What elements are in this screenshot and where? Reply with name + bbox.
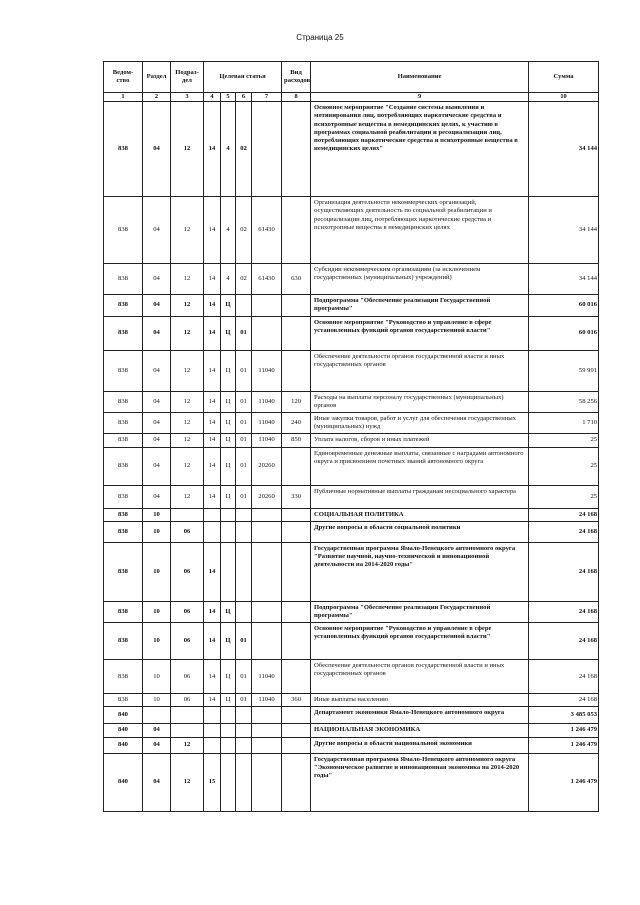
column-number-5: 5 <box>221 93 236 102</box>
celevaya-1-cell: 14 <box>204 623 221 660</box>
celevaya-3-cell: 02 <box>236 197 252 264</box>
celevaya-1-cell: 14 <box>204 434 221 447</box>
name-cell: Основное мероприятие "Руководство и управление в сфере установленных функций органов государственной власти" <box>311 623 529 660</box>
vedomstvo-cell: 838 <box>104 660 143 694</box>
sum-cell: 24 168 <box>529 542 599 601</box>
podrazdel-cell: 12 <box>171 102 204 197</box>
celevaya-1-cell <box>204 724 221 737</box>
table-row <box>104 102 599 197</box>
celevaya-4-cell <box>252 737 282 753</box>
vid-cell <box>282 197 311 264</box>
celevaya-1-cell: 14 <box>204 391 221 412</box>
vid-cell: 240 <box>282 413 311 434</box>
celevaya-4-cell: 11040 <box>252 350 282 391</box>
vid-cell: 630 <box>282 264 311 295</box>
vid-cell: 120 <box>282 391 311 412</box>
razdel-cell: 04 <box>143 485 171 508</box>
razdel-cell: 10 <box>143 508 171 521</box>
podrazdel-cell: 12 <box>171 434 204 447</box>
table-row <box>104 542 599 601</box>
name-cell: Основное мероприятие "Создание системы выявления и мотивирования лиц, потребляющих наркотические средства и психотропные вещества в немедицинских целях, к участию в программах социальной реабилитации и ресоциализации лиц, потребляющих наркотические средства и психотропные вещества в немедицинских целях" <box>311 102 529 197</box>
celevaya-2-cell: Ц <box>221 350 236 391</box>
celevaya-1-cell: 14 <box>204 694 221 707</box>
column-number-8: 8 <box>282 93 311 102</box>
celevaya-2-cell: Ц <box>221 316 236 350</box>
table-row <box>104 316 599 350</box>
celevaya-1-cell: 14 <box>204 197 221 264</box>
celevaya-1-cell: 14 <box>204 295 221 316</box>
vid-cell: 360 <box>282 694 311 707</box>
name-cell: Другие вопросы в области национальной экономики <box>311 737 529 753</box>
celevaya-2-cell <box>221 521 236 542</box>
celevaya-2-cell: Ц <box>221 413 236 434</box>
table-row <box>104 660 599 694</box>
celevaya-3-cell: 01 <box>236 485 252 508</box>
name-cell: Основное мероприятие "Руководство и управление в сфере установленных функций органов государственной власти" <box>311 316 529 350</box>
name-cell: Единовременные денежные выплаты, связанные с наградами автономного округа и присвоением почетных званий автономного округа <box>311 447 529 485</box>
celevaya-2-cell: 4 <box>221 102 236 197</box>
celevaya-2-cell: Ц <box>221 485 236 508</box>
celevaya-3-cell: 01 <box>236 623 252 660</box>
table-row <box>104 508 599 521</box>
vedomstvo-cell: 840 <box>104 724 143 737</box>
vid-cell <box>282 508 311 521</box>
podrazdel-cell: 12 <box>171 413 204 434</box>
table-row <box>104 623 599 660</box>
celevaya-3-cell: 01 <box>236 694 252 707</box>
vedomstvo-cell: 838 <box>104 391 143 412</box>
sum-cell: 24 168 <box>529 694 599 707</box>
razdel-cell: 10 <box>143 521 171 542</box>
celevaya-4-cell <box>252 295 282 316</box>
podrazdel-cell: 12 <box>171 753 204 811</box>
celevaya-1-cell <box>204 508 221 521</box>
celevaya-3-cell: 01 <box>236 434 252 447</box>
vid-cell <box>282 316 311 350</box>
vedomstvo-cell: 838 <box>104 102 143 197</box>
table-row <box>104 694 599 707</box>
celevaya-2-cell <box>221 707 236 724</box>
celevaya-1-cell: 14 <box>204 660 221 694</box>
podrazdel-cell: 12 <box>171 350 204 391</box>
sum-cell: 1 246 479 <box>529 737 599 753</box>
column-numbers-row <box>104 93 599 102</box>
celevaya-3-cell: 01 <box>236 316 252 350</box>
vid-cell: 330 <box>282 485 311 508</box>
vedomstvo-cell: 838 <box>104 295 143 316</box>
name-cell: Государственная программа Ямало-Ненецкого автономного округа "Экономическое развитие и инновационная экономика на 2014-2020 годы" <box>311 753 529 811</box>
vedomstvo-cell: 838 <box>104 542 143 601</box>
celevaya-3-cell: 01 <box>236 391 252 412</box>
name-cell: Уплата налогов, сборов и иных платежей <box>311 434 529 447</box>
celevaya-2-cell: Ц <box>221 295 236 316</box>
vedomstvo-cell: 838 <box>104 264 143 295</box>
col-celevaya-header: Целевая статья <box>204 62 282 93</box>
sum-cell: 58 256 <box>529 391 599 412</box>
celevaya-2-cell: Ц <box>221 601 236 622</box>
table-row <box>104 295 599 316</box>
vid-cell <box>282 295 311 316</box>
sum-cell: 1 246 479 <box>529 724 599 737</box>
razdel-cell: 04 <box>143 264 171 295</box>
razdel-cell: 04 <box>143 197 171 264</box>
podrazdel-cell <box>171 508 204 521</box>
celevaya-1-cell: 14 <box>204 542 221 601</box>
celevaya-1-cell <box>204 707 221 724</box>
sum-cell: 25 <box>529 447 599 485</box>
razdel-cell: 10 <box>143 601 171 622</box>
celevaya-1-cell: 14 <box>204 102 221 197</box>
header-row <box>104 62 599 93</box>
razdel-cell: 04 <box>143 737 171 753</box>
table-row <box>104 197 599 264</box>
table-row <box>104 753 599 811</box>
podrazdel-cell: 12 <box>171 391 204 412</box>
sum-cell: 60 016 <box>529 295 599 316</box>
vedomstvo-cell: 838 <box>104 601 143 622</box>
vedomstvo-cell: 840 <box>104 753 143 811</box>
column-number-2: 2 <box>143 93 171 102</box>
table-row <box>104 391 599 412</box>
name-cell: Подпрограмма "Обеспечение реализации Государственной программы" <box>311 295 529 316</box>
celevaya-4-cell <box>252 102 282 197</box>
razdel-cell: 04 <box>143 753 171 811</box>
vid-cell <box>282 601 311 622</box>
celevaya-3-cell: 02 <box>236 264 252 295</box>
celevaya-4-cell: 11040 <box>252 660 282 694</box>
name-cell: Другие вопросы в области социальной политики <box>311 521 529 542</box>
name-cell: Иные выплаты населению <box>311 694 529 707</box>
sum-cell: 1 710 <box>529 413 599 434</box>
celevaya-4-cell: 11040 <box>252 413 282 434</box>
vedomstvo-cell: 838 <box>104 413 143 434</box>
podrazdel-cell: 12 <box>171 264 204 295</box>
celevaya-3-cell <box>236 521 252 542</box>
col-sum-header: Сумма <box>529 62 599 93</box>
celevaya-4-cell <box>252 707 282 724</box>
table-row <box>104 521 599 542</box>
celevaya-2-cell <box>221 737 236 753</box>
name-cell: Обеспечение деятельности органов государственной власти и иных государственных органов <box>311 350 529 391</box>
celevaya-4-cell: 61430 <box>252 264 282 295</box>
column-number-1: 1 <box>104 93 143 102</box>
sum-cell: 34 144 <box>529 197 599 264</box>
celevaya-1-cell: 15 <box>204 753 221 811</box>
podrazdel-cell: 06 <box>171 601 204 622</box>
celevaya-3-cell <box>236 737 252 753</box>
vid-cell <box>282 521 311 542</box>
celevaya-3-cell: 01 <box>236 660 252 694</box>
table-row <box>104 724 599 737</box>
vedomstvo-cell: 838 <box>104 350 143 391</box>
table-row <box>104 350 599 391</box>
vedomstvo-cell: 838 <box>104 197 143 264</box>
razdel-cell: 04 <box>143 102 171 197</box>
vid-cell <box>282 737 311 753</box>
name-cell: Субсидии некоммерческим организациям (за исключением государственных (муниципальных) учреждений) <box>311 264 529 295</box>
celevaya-2-cell: Ц <box>221 623 236 660</box>
celevaya-4-cell: 11040 <box>252 434 282 447</box>
celevaya-3-cell: 02 <box>236 102 252 197</box>
razdel-cell <box>143 707 171 724</box>
sum-cell: 24 168 <box>529 508 599 521</box>
celevaya-1-cell: 14 <box>204 264 221 295</box>
table-row <box>104 434 599 447</box>
celevaya-2-cell: 4 <box>221 264 236 295</box>
podrazdel-cell: 12 <box>171 197 204 264</box>
column-number-3: 3 <box>171 93 204 102</box>
table-row <box>104 707 599 724</box>
celevaya-3-cell <box>236 542 252 601</box>
podrazdel-cell: 06 <box>171 623 204 660</box>
vid-cell <box>282 707 311 724</box>
name-cell: Расходы на выплаты персоналу государственных (муниципальных) органов <box>311 391 529 412</box>
celevaya-1-cell: 14 <box>204 601 221 622</box>
razdel-cell: 04 <box>143 391 171 412</box>
table-row <box>104 264 599 295</box>
celevaya-4-cell <box>252 601 282 622</box>
celevaya-3-cell: 01 <box>236 413 252 434</box>
podrazdel-cell: 06 <box>171 521 204 542</box>
sum-cell: 3 485 053 <box>529 707 599 724</box>
sum-cell: 59 991 <box>529 350 599 391</box>
celevaya-2-cell: Ц <box>221 694 236 707</box>
podrazdel-cell: 06 <box>171 660 204 694</box>
name-cell: Организация деятельности некоммерческих организаций, осуществляющих деятельность по социальной реабилитации и ресоциализации лиц, потребляющих наркотические средства и психотропные вещества в немедицинских целях <box>311 197 529 264</box>
podrazdel-cell: 12 <box>171 447 204 485</box>
celevaya-1-cell: 14 <box>204 350 221 391</box>
podrazdel-cell: 12 <box>171 295 204 316</box>
column-number-4: 4 <box>204 93 221 102</box>
vid-cell <box>282 660 311 694</box>
column-number-9: 9 <box>311 93 529 102</box>
celevaya-4-cell: 20260 <box>252 485 282 508</box>
name-cell: Публичные нормативные выплаты гражданам несоциального характера <box>311 485 529 508</box>
name-cell: Подпрограмма "Обеспечение реализации Государственной программы" <box>311 601 529 622</box>
table-row <box>104 413 599 434</box>
celevaya-4-cell <box>252 623 282 660</box>
celevaya-4-cell: 61430 <box>252 197 282 264</box>
celevaya-1-cell <box>204 521 221 542</box>
celevaya-1-cell: 14 <box>204 413 221 434</box>
name-cell: НАЦИОНАЛЬНАЯ ЭКОНОМИКА <box>311 724 529 737</box>
sum-cell: 24 168 <box>529 623 599 660</box>
budget-table <box>103 61 599 812</box>
column-number-6: 6 <box>236 93 252 102</box>
celevaya-3-cell <box>236 508 252 521</box>
vid-cell <box>282 623 311 660</box>
razdel-cell: 04 <box>143 434 171 447</box>
vid-cell <box>282 102 311 197</box>
vedomstvo-cell: 840 <box>104 707 143 724</box>
celevaya-2-cell: Ц <box>221 660 236 694</box>
column-number-7: 7 <box>252 93 282 102</box>
vedomstvo-cell: 838 <box>104 434 143 447</box>
celevaya-1-cell: 14 <box>204 447 221 485</box>
col-vid-header: Вид расходов <box>282 62 311 93</box>
table-row <box>104 485 599 508</box>
vedomstvo-cell: 840 <box>104 737 143 753</box>
sum-cell: 1 246 479 <box>529 753 599 811</box>
vedomstvo-cell: 838 <box>104 623 143 660</box>
vedomstvo-cell: 838 <box>104 447 143 485</box>
celevaya-4-cell <box>252 542 282 601</box>
celevaya-1-cell <box>204 737 221 753</box>
sum-cell: 24 168 <box>529 660 599 694</box>
razdel-cell: 10 <box>143 542 171 601</box>
podrazdel-cell: 06 <box>171 542 204 601</box>
vid-cell: 850 <box>282 434 311 447</box>
vid-cell <box>282 447 311 485</box>
name-cell: СОЦИАЛЬНАЯ ПОЛИТИКА <box>311 508 529 521</box>
celevaya-2-cell <box>221 753 236 811</box>
celevaya-3-cell <box>236 753 252 811</box>
column-number-10: 10 <box>529 93 599 102</box>
name-cell: Иные закупки товаров, работ и услуг для обеспечения государственных (муниципальных) нужд <box>311 413 529 434</box>
celevaya-4-cell <box>252 753 282 811</box>
celevaya-2-cell <box>221 724 236 737</box>
table-row <box>104 447 599 485</box>
podrazdel-cell: 06 <box>171 694 204 707</box>
celevaya-3-cell <box>236 707 252 724</box>
vedomstvo-cell: 838 <box>104 521 143 542</box>
col-razdel-header: Раздел <box>143 62 171 93</box>
celevaya-2-cell: Ц <box>221 447 236 485</box>
celevaya-3-cell: 01 <box>236 447 252 485</box>
celevaya-1-cell: 14 <box>204 485 221 508</box>
celevaya-4-cell <box>252 508 282 521</box>
col-podrazdel-header: Подраз- дел <box>171 62 204 93</box>
vid-cell <box>282 753 311 811</box>
sum-cell: 24 168 <box>529 521 599 542</box>
razdel-cell: 04 <box>143 350 171 391</box>
razdel-cell: 04 <box>143 447 171 485</box>
celevaya-2-cell: Ц <box>221 434 236 447</box>
table-row <box>104 601 599 622</box>
vedomstvo-cell: 838 <box>104 508 143 521</box>
celevaya-3-cell <box>236 724 252 737</box>
sum-cell: 34 144 <box>529 264 599 295</box>
sum-cell: 34 144 <box>529 102 599 197</box>
razdel-cell: 04 <box>143 724 171 737</box>
razdel-cell: 10 <box>143 660 171 694</box>
vid-cell <box>282 542 311 601</box>
celevaya-4-cell <box>252 521 282 542</box>
table-row <box>104 737 599 753</box>
celevaya-4-cell: 20260 <box>252 447 282 485</box>
vedomstvo-cell: 838 <box>104 694 143 707</box>
vid-cell <box>282 724 311 737</box>
celevaya-4-cell: 11040 <box>252 694 282 707</box>
razdel-cell: 04 <box>143 413 171 434</box>
celevaya-2-cell: Ц <box>221 391 236 412</box>
podrazdel-cell: 12 <box>171 316 204 350</box>
sum-cell: 25 <box>529 434 599 447</box>
name-cell: Обеспечение деятельности органов государственной власти и иных государственных органов <box>311 660 529 694</box>
celevaya-3-cell <box>236 295 252 316</box>
podrazdel-cell: 12 <box>171 737 204 753</box>
page-header: Страница 25 <box>296 33 344 42</box>
celevaya-3-cell <box>236 601 252 622</box>
celevaya-2-cell: 4 <box>221 197 236 264</box>
celevaya-2-cell <box>221 542 236 601</box>
col-name-header: Наименование <box>311 62 529 93</box>
name-cell: Государственная программа Ямало-Ненецкого автономного округа "Развитие научной, научно-технической и инновационной деятельности на 2014-2020 годы" <box>311 542 529 601</box>
podrazdel-cell: 12 <box>171 485 204 508</box>
podrazdel-cell <box>171 707 204 724</box>
celevaya-1-cell: 14 <box>204 316 221 350</box>
celevaya-4-cell <box>252 316 282 350</box>
vid-cell <box>282 350 311 391</box>
sum-cell: 60 016 <box>529 316 599 350</box>
col-vedomstvo-header: Ведом- ство <box>104 62 143 93</box>
vedomstvo-cell: 838 <box>104 485 143 508</box>
sum-cell: 25 <box>529 485 599 508</box>
razdel-cell: 10 <box>143 694 171 707</box>
name-cell: Департамент экономики Ямало-Ненецкого автономного округа <box>311 707 529 724</box>
razdel-cell: 10 <box>143 623 171 660</box>
podrazdel-cell <box>171 724 204 737</box>
celevaya-2-cell <box>221 508 236 521</box>
celevaya-4-cell <box>252 724 282 737</box>
vedomstvo-cell: 838 <box>104 316 143 350</box>
razdel-cell: 04 <box>143 295 171 316</box>
celevaya-4-cell: 11040 <box>252 391 282 412</box>
razdel-cell: 04 <box>143 316 171 350</box>
sum-cell: 24 168 <box>529 601 599 622</box>
celevaya-3-cell: 01 <box>236 350 252 391</box>
